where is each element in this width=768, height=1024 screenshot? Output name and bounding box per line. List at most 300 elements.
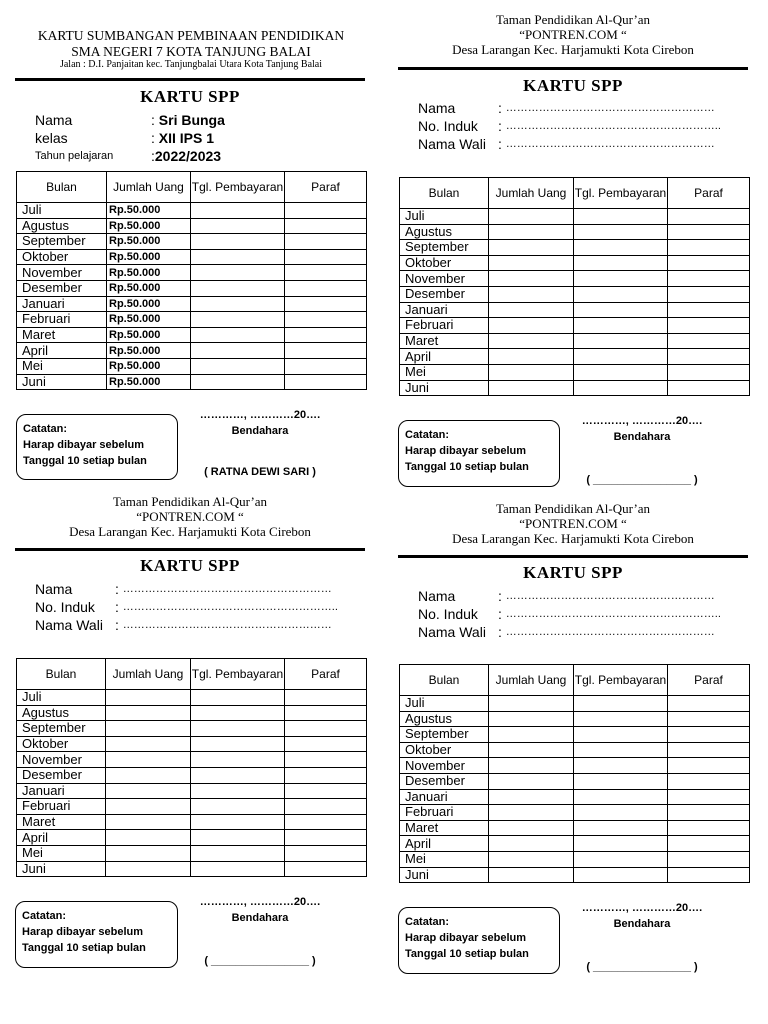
- payment-date-cell: [574, 364, 668, 380]
- signature-cell: [668, 758, 750, 774]
- amount-cell: [489, 364, 574, 380]
- field-label: Nama: [35, 112, 73, 128]
- field-value: 2022/2023: [154, 148, 222, 164]
- amount-cell: Rp.50.000: [107, 218, 191, 234]
- table-row: [400, 349, 750, 365]
- field-label: No. Induk: [418, 118, 478, 134]
- field-value: Sri Bunga: [158, 112, 225, 128]
- note-box: [16, 414, 178, 480]
- header-line-1: Taman Pendidikan Al-Qur’an: [495, 12, 651, 27]
- info-row-id: [418, 117, 721, 135]
- amount-cell: [106, 767, 191, 783]
- col-amount-header: Jumlah Uang: [107, 172, 191, 203]
- payment-date-cell: [574, 209, 668, 225]
- amount-cell: [489, 711, 574, 727]
- amount-cell: [489, 240, 574, 256]
- col-sign-header: Paraf: [668, 178, 750, 209]
- signature-cell: [668, 224, 750, 240]
- table-row: [17, 705, 367, 721]
- month-cell: Januari: [400, 789, 489, 805]
- table-row: [17, 296, 367, 312]
- col-month-header: Bulan: [400, 665, 489, 696]
- payment-date-cell: [191, 783, 285, 799]
- signature-cell: [668, 836, 750, 852]
- table-row: [17, 799, 367, 815]
- month-cell: April: [17, 343, 107, 359]
- payment-date-cell: [574, 318, 668, 334]
- payment-date-cell: [574, 696, 668, 712]
- amount-cell: Rp.50.000: [107, 296, 191, 312]
- month-cell: Desember: [400, 773, 489, 789]
- payment-date-cell: [574, 773, 668, 789]
- card-header: [398, 502, 748, 547]
- field-separator: :: [498, 624, 506, 640]
- month-cell: Januari: [17, 783, 106, 799]
- table-row: [400, 318, 750, 334]
- table-row: [400, 789, 750, 805]
- table-row: [17, 752, 367, 768]
- amount-cell: [489, 255, 574, 271]
- col-month-header: Bulan: [400, 178, 489, 209]
- sign-date: …………, …………20….: [581, 415, 703, 427]
- month-cell: Mei: [400, 364, 489, 380]
- info-row-id: [35, 598, 338, 616]
- payment-date-cell: [574, 333, 668, 349]
- signature-cell: [668, 286, 750, 302]
- month-cell: Mei: [400, 851, 489, 867]
- header-divider: [15, 78, 365, 81]
- table-row: [400, 209, 750, 225]
- signature-cell: [285, 312, 367, 328]
- signature-cell: [668, 240, 750, 256]
- amount-cell: [106, 814, 191, 830]
- amount-cell: Rp.50.000: [107, 280, 191, 296]
- amount-cell: Rp.50.000: [107, 203, 191, 219]
- amount-cell: [489, 380, 574, 396]
- amount-cell: Rp.50.000: [107, 374, 191, 390]
- payment-date-cell: [574, 286, 668, 302]
- signature-cell: [668, 867, 750, 883]
- info-row-guardian: [418, 623, 721, 641]
- amount-cell: [489, 209, 574, 225]
- amount-cell: [106, 845, 191, 861]
- payment-date-cell: [191, 767, 285, 783]
- amount-cell: Rp.50.000: [107, 234, 191, 250]
- payment-date-cell: [574, 758, 668, 774]
- signature-cell: [285, 203, 367, 219]
- payment-date-cell: [191, 799, 285, 815]
- field-separator: :: [115, 617, 123, 633]
- table-row: [400, 380, 750, 396]
- signature-cell: [668, 318, 750, 334]
- payment-date-cell: [574, 224, 668, 240]
- month-cell: April: [400, 836, 489, 852]
- amount-cell: [489, 727, 574, 743]
- payment-date-cell: [574, 271, 668, 287]
- payment-date-cell: [191, 296, 285, 312]
- table-row: [400, 286, 750, 302]
- month-cell: November: [17, 265, 107, 281]
- header-line-1: KARTU SUMBANGAN PEMBINAAN PENDIDIKAN: [37, 28, 345, 43]
- amount-cell: [489, 302, 574, 318]
- payment-date-cell: [574, 349, 668, 365]
- payment-date-cell: [191, 752, 285, 768]
- signature-cell: [285, 249, 367, 265]
- amount-cell: Rp.50.000: [107, 327, 191, 343]
- col-amount-header: Jumlah Uang: [489, 665, 574, 696]
- payment-date-cell: [574, 836, 668, 852]
- table-row: [400, 255, 750, 271]
- note-title: Catatan:: [22, 910, 67, 922]
- payment-date-cell: [191, 343, 285, 359]
- card-title: KARTU SPP: [140, 87, 240, 106]
- payment-date-cell: [191, 203, 285, 219]
- info-row-name: [418, 99, 721, 117]
- field-label: kelas: [35, 130, 68, 146]
- card-header: [15, 495, 365, 540]
- field-label: No. Induk: [35, 599, 95, 615]
- field-label: Nama Wali: [35, 617, 103, 633]
- note-box: [398, 420, 560, 487]
- month-cell: Maret: [400, 333, 489, 349]
- month-cell: Agustus: [17, 218, 107, 234]
- signature-cell: [285, 280, 367, 296]
- month-cell: Oktober: [17, 249, 107, 265]
- payment-date-cell: [574, 789, 668, 805]
- payment-date-cell: [574, 805, 668, 821]
- signature-cell: [285, 721, 367, 737]
- signature-cell: [285, 265, 367, 281]
- month-cell: Agustus: [400, 711, 489, 727]
- month-cell: Agustus: [400, 224, 489, 240]
- table-row: [17, 845, 367, 861]
- table-row: [400, 867, 750, 883]
- amount-cell: Rp.50.000: [107, 358, 191, 374]
- header-line-3: Desa Larangan Kec. Harjamukti Kota Cirebon: [452, 41, 694, 57]
- month-cell: Juli: [17, 690, 106, 706]
- col-date-header: Tgl. Pembayaran: [574, 178, 668, 209]
- note-line-2: Tanggal 10 setiap bulan: [405, 948, 529, 960]
- card-title: KARTU SPP: [523, 76, 623, 95]
- signer-name: ( RATNA DEWI SARI ): [204, 466, 316, 478]
- header-divider: [15, 548, 365, 551]
- amount-cell: [106, 783, 191, 799]
- field-value: …………………………………………………: [505, 102, 715, 114]
- amount-cell: [489, 758, 574, 774]
- header-line-2: “PONTREN.COM “: [519, 26, 627, 42]
- sign-date: …………, …………20….: [199, 409, 321, 421]
- table-row: [17, 280, 367, 296]
- card-title: KARTU SPP: [523, 563, 623, 582]
- payment-date-cell: [574, 851, 668, 867]
- signer-name: ( ________________ ): [204, 955, 316, 967]
- header-line-2: SMA NEGERI 7 KOTA TANJUNG BALAI: [71, 43, 311, 59]
- note-title: Catatan:: [405, 429, 450, 441]
- field-value: …………………………………………………: [505, 138, 715, 150]
- header-line-3: Jalan : D.I. Panjaitan kec. Tanjungbalai Utara Kota Tanjung Balai: [59, 59, 323, 71]
- month-cell: Februari: [400, 318, 489, 334]
- student-info: [35, 580, 338, 634]
- field-label: Nama Wali: [418, 624, 486, 640]
- payment-date-cell: [574, 380, 668, 396]
- sign-role: Bendahara: [231, 425, 289, 437]
- amount-cell: [489, 271, 574, 287]
- signer-name: ( ________________ ): [586, 474, 698, 486]
- month-cell: Oktober: [400, 255, 489, 271]
- amount-cell: [106, 705, 191, 721]
- sign-date: …………, …………20….: [199, 896, 321, 908]
- signature-block: [190, 896, 330, 968]
- note-line-1: Harap dibayar sebelum: [405, 445, 527, 457]
- sign-role: Bendahara: [231, 912, 289, 924]
- amount-cell: [489, 867, 574, 883]
- signature-cell: [668, 696, 750, 712]
- table-row: [400, 696, 750, 712]
- payment-date-cell: [191, 736, 285, 752]
- amount-cell: [489, 224, 574, 240]
- table-row: [400, 805, 750, 821]
- payment-date-cell: [191, 830, 285, 846]
- signature-cell: [668, 349, 750, 365]
- amount-cell: [489, 333, 574, 349]
- header-line-2: “PONTREN.COM “: [136, 508, 244, 524]
- signature-cell: [285, 705, 367, 721]
- sign-role: Bendahara: [613, 431, 671, 443]
- table-row: [400, 727, 750, 743]
- month-cell: Juni: [17, 861, 106, 877]
- field-value: …………………………………………………..: [122, 601, 338, 613]
- payment-date-cell: [191, 721, 285, 737]
- field-value: XII IPS 1: [158, 130, 215, 146]
- field-label: Nama: [418, 100, 456, 116]
- month-cell: Februari: [17, 312, 107, 328]
- month-cell: September: [400, 727, 489, 743]
- payment-date-cell: [191, 218, 285, 234]
- info-row-year: [35, 147, 225, 165]
- month-cell: Juli: [400, 209, 489, 225]
- month-cell: Juni: [400, 867, 489, 883]
- payment-date-cell: [574, 727, 668, 743]
- signature-cell: [285, 736, 367, 752]
- payment-table: [16, 658, 367, 877]
- month-cell: Maret: [17, 327, 107, 343]
- amount-cell: [106, 721, 191, 737]
- payment-date-cell: [191, 234, 285, 250]
- col-sign-header: Paraf: [285, 659, 367, 690]
- amount-cell: [489, 318, 574, 334]
- table-row: [17, 721, 367, 737]
- signature-cell: [668, 333, 750, 349]
- payment-date-cell: [574, 240, 668, 256]
- table-row: [400, 711, 750, 727]
- amount-cell: [106, 752, 191, 768]
- payment-date-cell: [191, 690, 285, 706]
- month-cell: Januari: [17, 296, 107, 312]
- signature-cell: [285, 830, 367, 846]
- note-line-2: Tanggal 10 setiap bulan: [23, 455, 147, 467]
- table-row: [17, 690, 367, 706]
- table-row: [400, 224, 750, 240]
- signature-cell: [668, 773, 750, 789]
- field-separator: :: [115, 581, 123, 597]
- field-value: …………………………………………………..: [505, 608, 721, 620]
- signature-cell: [668, 820, 750, 836]
- month-cell: Oktober: [17, 736, 106, 752]
- sign-date: …………, …………20….: [581, 902, 703, 914]
- info-row-guardian: [35, 616, 338, 634]
- payment-date-cell: [191, 312, 285, 328]
- signature-cell: [668, 380, 750, 396]
- signature-cell: [668, 742, 750, 758]
- table-row: [17, 783, 367, 799]
- card-header: [398, 13, 748, 58]
- month-cell: Juni: [400, 380, 489, 396]
- signature-cell: [285, 861, 367, 877]
- payment-date-cell: [574, 711, 668, 727]
- payment-date-cell: [191, 814, 285, 830]
- field-separator: :: [151, 112, 159, 128]
- note-title: Catatan:: [405, 916, 450, 928]
- field-separator: :: [151, 130, 159, 146]
- card-title: KARTU SPP: [140, 556, 240, 575]
- month-cell: April: [17, 830, 106, 846]
- signature-cell: [285, 767, 367, 783]
- month-cell: September: [17, 721, 106, 737]
- payment-date-cell: [191, 280, 285, 296]
- table-row: [17, 830, 367, 846]
- signature-cell: [285, 234, 367, 250]
- field-separator: :: [498, 118, 506, 134]
- info-row-guardian: [418, 135, 721, 153]
- payment-date-cell: [191, 358, 285, 374]
- month-cell: Januari: [400, 302, 489, 318]
- student-info: [35, 111, 225, 165]
- month-cell: Februari: [400, 805, 489, 821]
- month-cell: September: [400, 240, 489, 256]
- amount-cell: [489, 349, 574, 365]
- payment-date-cell: [191, 374, 285, 390]
- field-separator: :: [151, 148, 155, 164]
- payment-table: [16, 171, 367, 390]
- header-line-1: Taman Pendidikan Al-Qur’an: [495, 501, 651, 516]
- field-separator: :: [498, 100, 506, 116]
- amount-cell: [489, 836, 574, 852]
- col-date-header: Tgl. Pembayaran: [191, 659, 285, 690]
- amount-cell: [106, 861, 191, 877]
- month-cell: April: [400, 349, 489, 365]
- amount-cell: Rp.50.000: [107, 312, 191, 328]
- header-line-1: Taman Pendidikan Al-Qur’an: [112, 494, 268, 509]
- student-info: [418, 99, 721, 153]
- amount-cell: Rp.50.000: [107, 343, 191, 359]
- table-row: [17, 374, 367, 390]
- table-row: [17, 249, 367, 265]
- payment-date-cell: [574, 255, 668, 271]
- field-separator: :: [498, 588, 506, 604]
- col-month-header: Bulan: [17, 659, 106, 690]
- signature-cell: [668, 255, 750, 271]
- signature-cell: [668, 711, 750, 727]
- signature-block: [190, 409, 330, 479]
- payment-date-cell: [574, 820, 668, 836]
- table-row: [400, 333, 750, 349]
- signature-cell: [285, 374, 367, 390]
- payment-date-cell: [191, 327, 285, 343]
- table-row: [400, 271, 750, 287]
- table-row: [17, 814, 367, 830]
- month-cell: Juni: [17, 374, 107, 390]
- signature-block: [572, 415, 712, 487]
- payment-date-cell: [191, 705, 285, 721]
- field-label: No. Induk: [418, 606, 478, 622]
- table-row: [400, 773, 750, 789]
- signature-cell: [285, 218, 367, 234]
- signature-cell: [285, 690, 367, 706]
- header-line-2: “PONTREN.COM “: [519, 515, 627, 531]
- month-cell: November: [400, 271, 489, 287]
- month-cell: Oktober: [400, 742, 489, 758]
- note-line-1: Harap dibayar sebelum: [23, 439, 145, 451]
- amount-cell: [489, 820, 574, 836]
- payment-date-cell: [574, 302, 668, 318]
- signature-cell: [285, 358, 367, 374]
- col-date-header: Tgl. Pembayaran: [574, 665, 668, 696]
- signature-cell: [668, 789, 750, 805]
- signature-cell: [285, 343, 367, 359]
- note-box: [398, 907, 560, 974]
- payment-date-cell: [191, 249, 285, 265]
- amount-cell: [489, 773, 574, 789]
- month-cell: Maret: [17, 814, 106, 830]
- amount-cell: [489, 696, 574, 712]
- month-cell: Mei: [17, 845, 106, 861]
- amount-cell: [489, 789, 574, 805]
- month-cell: Mei: [17, 358, 107, 374]
- table-row: [400, 836, 750, 852]
- field-value: …………………………………………………: [505, 590, 715, 602]
- note-line-2: Tanggal 10 setiap bulan: [22, 942, 146, 954]
- payment-table: [399, 664, 750, 883]
- month-cell: November: [400, 758, 489, 774]
- table-row: [17, 327, 367, 343]
- note-box: [15, 901, 178, 968]
- table-row: [400, 851, 750, 867]
- field-separator: :: [115, 599, 123, 615]
- signature-cell: [285, 296, 367, 312]
- payment-date-cell: [191, 845, 285, 861]
- info-row-id: [418, 605, 721, 623]
- note-line-1: Harap dibayar sebelum: [405, 932, 527, 944]
- amount-cell: [106, 736, 191, 752]
- payment-table: [399, 177, 750, 396]
- table-row: [17, 218, 367, 234]
- col-sign-header: Paraf: [668, 665, 750, 696]
- table-row: [400, 240, 750, 256]
- table-row: [400, 302, 750, 318]
- month-cell: November: [17, 752, 106, 768]
- signature-cell: [285, 752, 367, 768]
- field-value: …………………………………………………..: [505, 120, 721, 132]
- table-row: [400, 742, 750, 758]
- month-cell: Juli: [400, 696, 489, 712]
- signature-cell: [668, 209, 750, 225]
- signature-cell: [285, 845, 367, 861]
- header-divider: [398, 555, 748, 558]
- field-value: …………………………………………………: [122, 583, 332, 595]
- signature-cell: [285, 783, 367, 799]
- note-line-1: Harap dibayar sebelum: [22, 926, 144, 938]
- signature-cell: [668, 727, 750, 743]
